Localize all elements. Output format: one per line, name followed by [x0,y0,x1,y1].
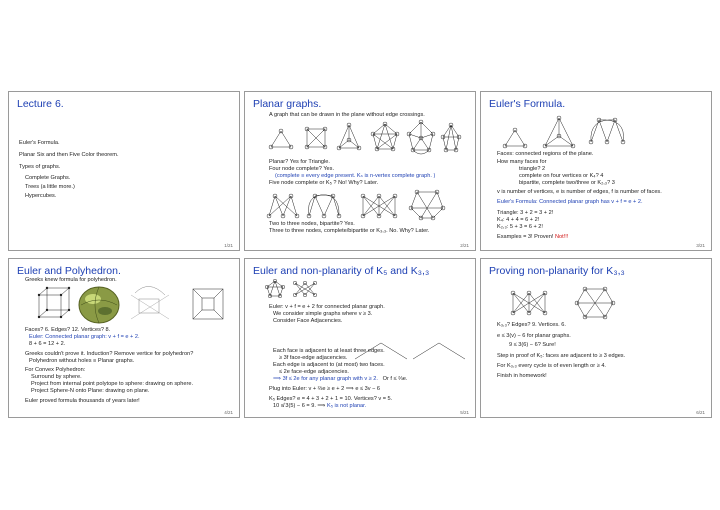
slide-k33-nonplanarity [480,258,712,418]
page-number: 2/21 [460,243,469,248]
text-line: Plug into Euler: v + ⅔e ≥ e + 2 ⟹ e ≤ 3v − 6 [269,386,381,392]
text-line [273,376,407,383]
text-line [269,304,385,311]
text-line [273,403,366,410]
text-line: Surround by sphere. [31,374,82,380]
text-span-highlight: K₅ is not planar. [327,403,367,409]
text-line-highlight: Euler: Connected planar graph: v + f = e + 2. [29,334,140,340]
slide-planar-graphs [244,91,476,251]
slide-euler-polyhedron [8,258,240,418]
text-line: 8 + 6 = 12 + 2. [29,341,66,347]
text-line: Greeks couldn't prove it. Induction? Remove vertice for polyhedron? [25,351,194,357]
alert-text: Not!!! [555,234,569,240]
text-line: Euler's Formula. [19,140,60,146]
text-line: Each face is adjacent to at least three edges. [273,348,385,354]
text-line: Finish in homework! [497,373,547,379]
slide-title: Lecture 6. [17,98,64,110]
text-span: Examples = 3! Proven! [497,234,555,240]
text-line: K₂,₃: 5 + 3 = 6 + 2! [497,224,543,230]
text-line: Complete Graphs. [25,175,71,181]
text-line: How many faces for [497,159,547,165]
text-line: A graph that can be drawn in the plane without edge crossings. [269,112,425,118]
text-line-highlight: Euler's Formula: Connected planar graph has v + f = e + 2. [497,199,643,205]
page-number: 3/21 [696,243,705,248]
text-line: Step in proof of K₅: faces are adjacent to ≥ 3 edges. [497,353,626,359]
text-line: Three to three nodes, complete/bipartite or K₃,₃. No. Why? Later. [269,228,430,234]
text-span: 10 ≰ 3(5) − 6 = 9. ⟹ [273,403,328,409]
text-line-highlight: (complete ≡ every edge present. Kₙ is n-vertex complete graph. ) [275,173,436,179]
page-number: 1/21 [224,243,233,248]
slide-title: Euler and non-planarity of K₅ and K₃,₃ [253,265,430,277]
text-line: For K₃,₃ every cycle is of even length or ≥ 4. [497,363,606,369]
text-line: e ≤ 3(v) − 6 for planar graphs. [497,333,571,339]
text-line: Types of graphs. [19,164,61,170]
slide-title: Planar graphs. [253,98,322,110]
text-line: Project from internal point polytope to sphere: drawing on sphere. [31,381,194,387]
page-number: 5/21 [460,410,469,415]
text-line: complete on four vertices or K₄? 4 [519,173,604,179]
text-line: We consider simple graphs where v ≥ 3. [273,311,373,317]
text-line: ≥ 3f face-edge adjacencies. [279,355,348,361]
text-line: 9 ≤ 3(6) − 6? Sure! [509,342,556,348]
text-span: Euler: v + f = e + 2 for connected planar graph. [269,304,385,310]
slide-eulers-formula [480,91,712,251]
text-line: K₃,₃? Edges? 9. Vertices. 6. [497,322,566,328]
text-line: Five node complete or K₅ ? No! Why? Later. [269,180,379,186]
text-line: triangle? 2 [519,166,546,172]
slide-title: Euler's Formula. [489,98,566,110]
text-line: Triangle: 3 + 2 = 3 + 2! [497,210,554,216]
text-line: Four node complete? Yes. [269,166,334,172]
slide-non-planarity [244,258,476,418]
text-line: Euler proved formula thousands of years later! [25,398,140,404]
text-line: bipartite, complete two/three or K₂,₃? 3 [519,180,615,186]
text-line: For Convex Polyhedron: [25,367,86,373]
text-line: Planar Six and then Five Color theorem. [19,152,119,158]
page-number: 6/21 [696,410,705,415]
slide-title: Proving non-planarity for K₃,₃ [489,265,625,277]
page-number: 4/21 [224,410,233,415]
text-line: Polyhedron without holes ≡ Planar graphs. [29,358,135,364]
slide-title: Euler and Polyhedron. [17,265,121,277]
text-line: K₅ Edges? e = 4 + 3 + 2 + 1 = 10. Vertices? v = 5. [269,396,393,402]
text-line: Faces: connected regions of the plane. [497,151,594,157]
text-line: Trees (a little more.) [25,184,75,190]
text-line: Faces? 6. Edges? 12. Vertices? 8. [25,327,111,333]
text-line: Hypercubes. [25,193,57,199]
text-line: Each edge is adjacent to (at most) two faces. [273,362,385,368]
text-line: Two to three nodes, bipartite? Yes. [269,221,355,227]
text-span: Or f ≤ ⅔e. [382,376,408,382]
text-line: Greeks knew formula for polyhedron. [25,277,117,283]
text-line: Project Sphere-N onto Plane: drawing on plane. [31,388,150,394]
text-line: K₄: 4 + 4 = 6 + 2! [497,217,540,223]
text-span-highlight: ⟹ 3f ≤ 2e for any planar graph with v ≥ 2. [273,376,378,382]
k5-k33-figures [245,259,476,418]
slide-lecture [8,91,240,251]
text-line [497,234,568,241]
text-line: Consider Face Adjacencies. [273,318,343,324]
text-line: ≤ 2e face-edge adjacencies. [279,369,349,375]
text-line: v is number of vertices, e is number of edges, f is number of faces. [497,189,662,195]
text-line: Planar? Yes for Triangle. [269,159,330,165]
